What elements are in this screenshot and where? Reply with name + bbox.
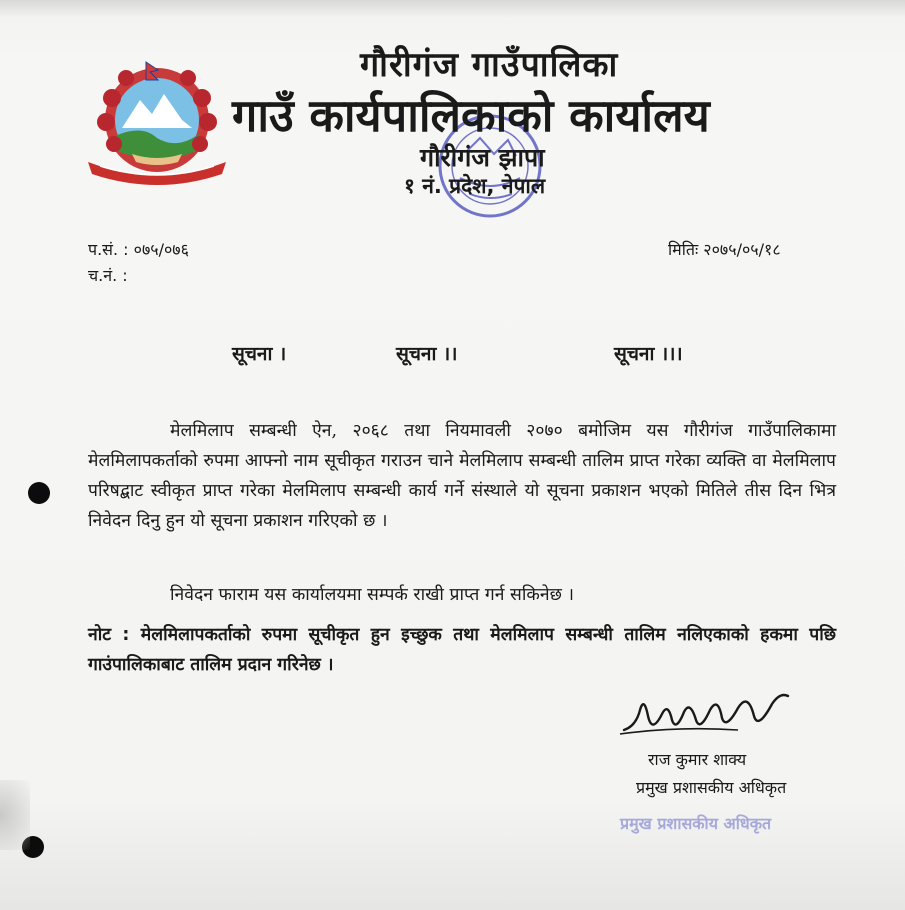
office-name: गाउँ कार्यपालिकाको कार्यालय	[232, 89, 710, 142]
letter-number: प.सं. : ०७५/०७६	[88, 240, 189, 259]
letter-date: मितिः २०७५/०५/१८	[668, 240, 781, 259]
signatory-name: राज कुमार शाक्य	[648, 750, 747, 769]
signatory-title: प्रमुख प्रशासकीय अधिकृत	[636, 778, 787, 797]
designation-stamp: प्रमुख प्रशासकीय अधिकृत	[620, 814, 772, 833]
punch-hole-upper	[28, 482, 50, 504]
dispatch-number: च.नं. :	[88, 266, 128, 285]
notice-paragraph-main: मेलमिलाप सम्बन्धी ऐन, २०६८ तथा नियमावली २०७० बमोजिम यस गौरीगंज गाउँपालिकामा मेलमिलापकर्ताको रुपमा आफ्नो नाम सूचीकृत गराउन चाने मेलमिलाप सम्बन्धी तालिम प्राप्त गरेका व्यक्ति वा मेलमिलाप परिषद्बाट स्वीकृत प्राप्त गरेका मेलमिलाप सम्बन्धी कार्य गर्ने संस्थाले यो सूचना प्रकाशन भएको मितिले तीस दिन भित्र निवेदन दिनु हुन यो सूचना प्रकाशन गरिएको छ ।	[88, 421, 836, 531]
notice-heading-1: सूचना ।	[232, 343, 287, 365]
nepal-emblem-icon	[82, 58, 232, 186]
notice-heading-2: सूचना ।।	[396, 343, 458, 365]
province-line: १ नं. प्रदेश, नेपाल	[404, 174, 546, 198]
paper-crease	[0, 780, 30, 850]
municipality-name: गौरीगंज गाउँपालिका	[360, 45, 619, 85]
notice-note: नोट : मेलमिलापकर्ताको रुपमा सूचीकृत हुन इच्छुक तथा मेलमिलाप सम्बन्धी तालिम नलिएकाको हकमा पछि गाउंपालिकाबाट तालिम प्रदान गरिनेछ ।	[88, 625, 836, 675]
notice-heading-3: सूचना ।।।	[614, 343, 683, 365]
handwritten-signature	[618, 686, 800, 738]
office-location: गौरीगंज झापा	[420, 143, 545, 172]
notice-paragraph-form: निवेदन फाराम यस कार्यालयमा सम्पर्क राखी प्राप्त गर्न सकिनेछ ।	[170, 585, 575, 605]
